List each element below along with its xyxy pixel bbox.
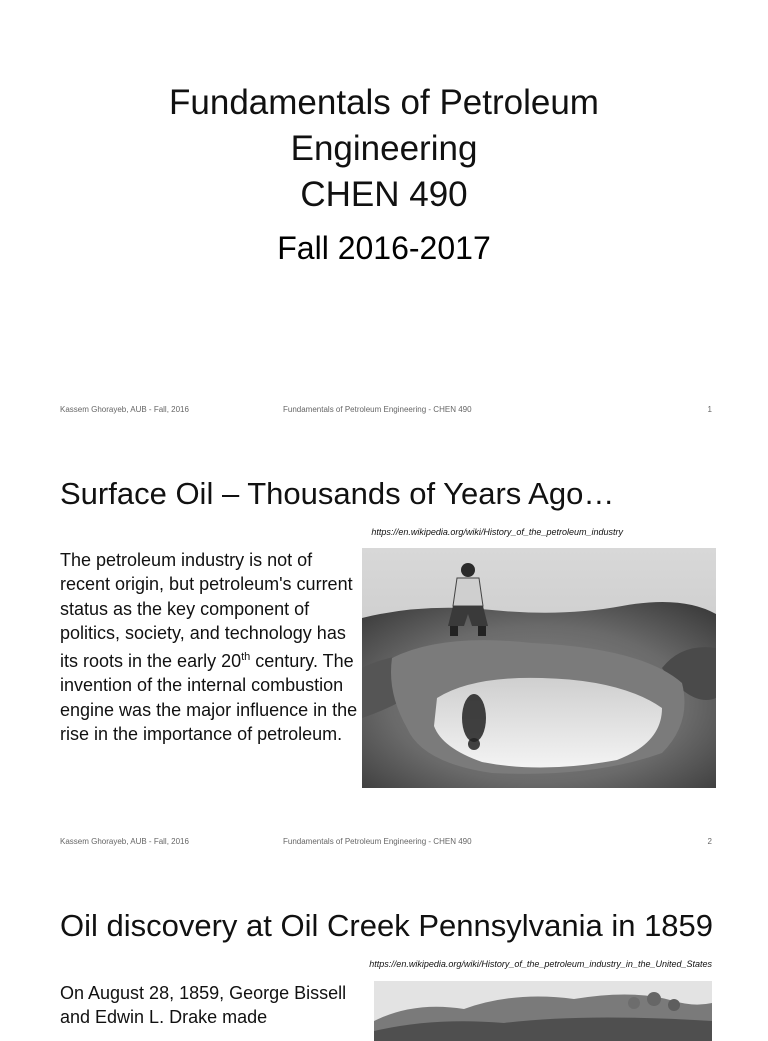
slide-2: [0, 432, 768, 864]
title-line-1: Fundamentals of Petroleum: [169, 83, 599, 122]
footer-course: Fundamentals of Petroleum Engineering - CHEN 490: [283, 837, 472, 846]
slide-1: [0, 0, 768, 432]
footer-page-number: 2: [707, 837, 712, 846]
slide-3-body: On August 28, 1859, George Bissell and Edwin L. Drake made: [60, 983, 347, 1028]
footer-author: Kassem Ghorayeb, AUB - Fall, 2016: [60, 837, 189, 846]
body-text-part-1: The petroleum industry is not of recent origin, but petroleum's current status as the key component of politics, society, and technology has its roots in the early 20: [60, 550, 353, 672]
body-text-part-2: century. The invention of the internal combustion engine was the major influence in the rise in the importance of petroleum.: [60, 651, 358, 745]
oil-pool-photo: [362, 548, 716, 788]
title-line-2: Engineering: [290, 129, 478, 168]
slide-2-footer: [0, 837, 768, 851]
slide-2-body: [60, 548, 360, 746]
source-link[interactable]: https://en.wikipedia.org/wiki/History_of_the_petroleum_industry_in_the_United_States: [369, 959, 712, 969]
oil-creek-photo: [374, 981, 712, 1041]
slide-1-title: [0, 80, 768, 218]
title-line-3: CHEN 490: [300, 175, 468, 214]
slide-3: [0, 864, 768, 1028]
slide-2-title: Surface Oil – Thousands of Years Ago…: [60, 476, 615, 511]
superscript-th: th: [241, 651, 251, 664]
source-link[interactable]: https://en.wikipedia.org/wiki/History_of_the_petroleum_industry: [371, 527, 623, 537]
slide-1-subtitle: Fall 2016-2017: [277, 230, 491, 266]
footer-course: Fundamentals of Petroleum Engineering - CHEN 490: [283, 405, 472, 414]
slide-3-title: Oil discovery at Oil Creek Pennsylvania in 1859: [60, 908, 714, 943]
footer-page-number: 1: [707, 405, 712, 414]
slide-1-footer: [0, 405, 768, 419]
footer-author: Kassem Ghorayeb, AUB - Fall, 2016: [60, 405, 189, 414]
